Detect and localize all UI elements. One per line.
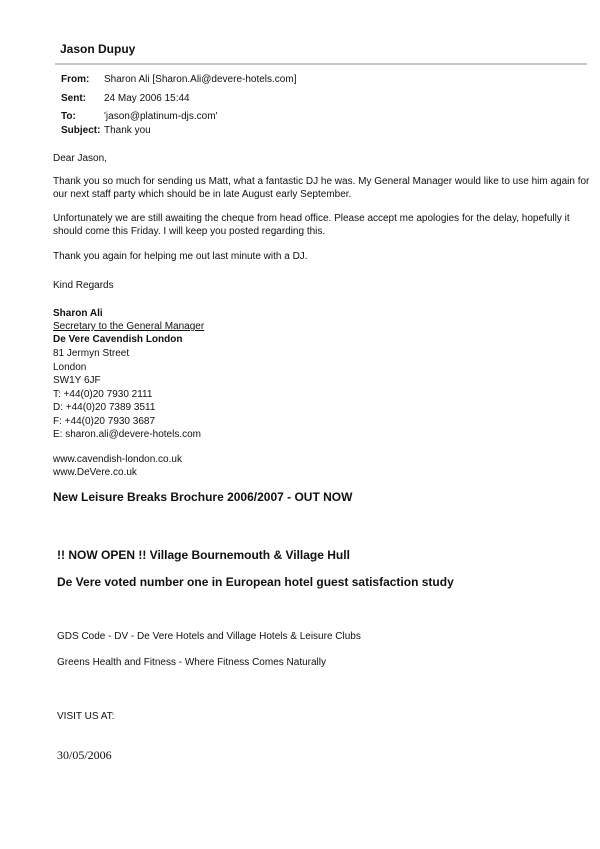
body-paragraph-1: Thank you so much for sending us Matt, what a fantastic DJ he was. My General Manager would like to use him again for our next staff party which should be in late August early September. (53, 176, 590, 200)
signature-direct-line: D: +44(0)20 7389 3511 (53, 402, 156, 413)
to-label: To: (61, 111, 76, 122)
signature-email: E: sharon.ali@devere-hotels.com (53, 429, 201, 440)
from-value: Sharon Ali [Sharon.Ali@devere-hotels.com] (104, 74, 297, 85)
signature-postcode: SW1Y 6JF (53, 375, 101, 386)
body-paragraph-3: Thank you again for helping me out last minute with a DJ. (53, 251, 308, 262)
header-divider (55, 63, 587, 65)
signature-telephone: T: +44(0)20 7930 2111 (53, 389, 153, 400)
footer-gds-code: GDS Code - DV - De Vere Hotels and Village Hotels & Leisure Clubs (57, 631, 361, 642)
from-label: From: (61, 74, 90, 85)
footer-greens: Greens Health and Fitness - Where Fitness Comes Naturally (57, 657, 326, 668)
to-value: 'jason@platinum-djs.com' (104, 111, 218, 122)
promo-voted-number-one: De Vere voted number one in European hotel guest satisfaction study (57, 575, 454, 589)
signature-website-devere: www.DeVere.co.uk (53, 467, 137, 478)
signature-address-city: London (53, 362, 87, 373)
footer-visit-us: VISIT US AT: (57, 711, 115, 722)
greeting: Dear Jason, (53, 153, 107, 164)
signature-name: Sharon Ali (53, 308, 103, 319)
subject-value: Thank you (104, 125, 151, 136)
signature-company: De Vere Cavendish London (53, 334, 183, 345)
signature-fax: F: +44(0)20 7930 3687 (53, 416, 156, 427)
mailbox-owner-name: Jason Dupuy (60, 42, 136, 56)
subject-label: Subject: (61, 125, 101, 136)
body-paragraph-2: Unfortunately we are still awaiting the cheque from head office. Please accept me apologies for the delay, hopefully it should come this Friday. I will keep you posted regarding this. (53, 213, 570, 237)
signature-address-street: 81 Jermyn Street (53, 348, 130, 359)
signature-website-cavendish: www.cavendish-london.co.uk (53, 454, 182, 465)
promo-brochure: New Leisure Breaks Brochure 2006/2007 - OUT NOW (53, 490, 353, 504)
sent-value: 24 May 2006 15:44 (104, 93, 190, 104)
signature-title: Secretary to the General Manager (53, 321, 205, 332)
closing: Kind Regards (53, 280, 114, 291)
print-date: 30/05/2006 (57, 748, 112, 762)
sent-label: Sent: (61, 93, 86, 104)
promo-now-open: !! NOW OPEN !! Village Bournemouth & Village Hull (57, 548, 350, 562)
